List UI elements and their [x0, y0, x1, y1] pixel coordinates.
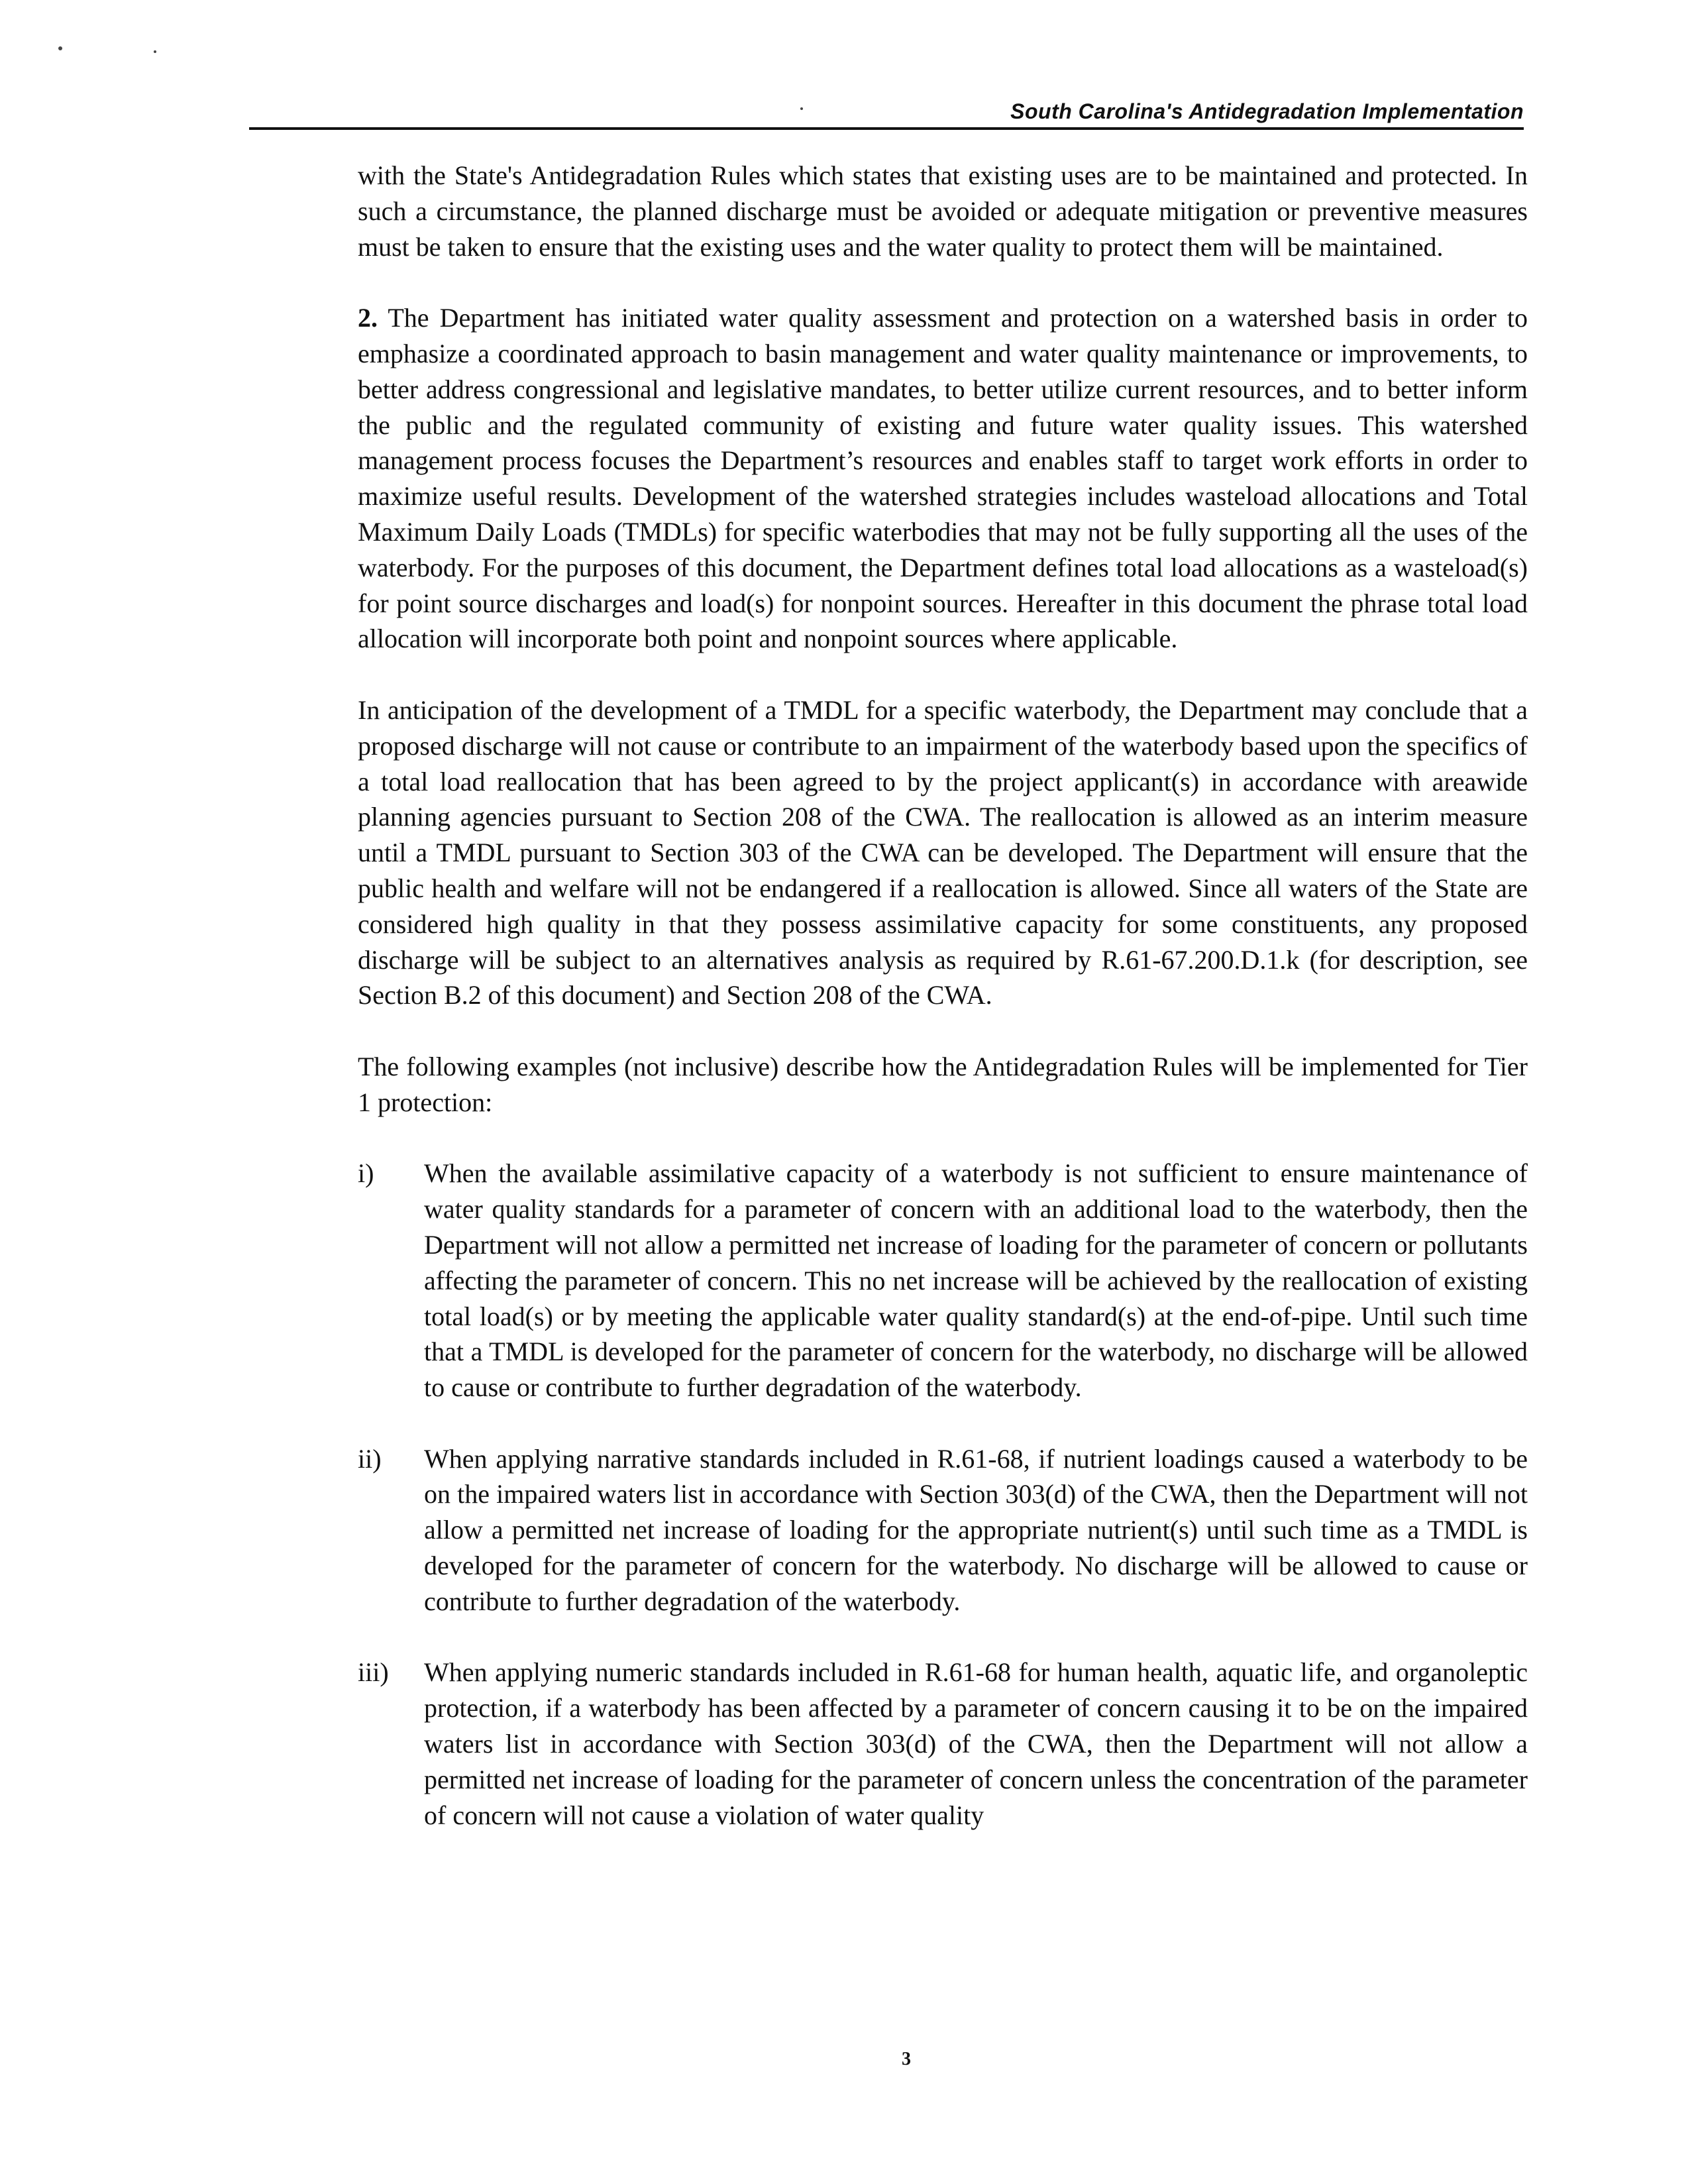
- list-marker: i): [358, 1158, 374, 1189]
- paragraph-1: with the State's Antidegradation Rules which states that existing uses are to be maintained and protected. In such a circumstance, the planned discharge must be avoided or adequate mitigation or preventive measures must be taken to ensure that the existing uses and the water quality to protect them will be maintained.: [358, 160, 1528, 262]
- list-marker: iii): [358, 1657, 389, 1688]
- scan-speck: [154, 50, 156, 53]
- list-item-text: When applying narrative standards included in R.61-68, if nutrient loadings caused a waterbody to be on the impaired waters list in accordance with Section 303(d) of the CWA, then the Department will not allow a permitted net increase of loading for the appropriate nutrient(s) until such time as a TMDL is developed for the parameter of concern for the waterbody. No discharge will be allowed to cause or contribute to further degradation of the waterbody.: [424, 1443, 1528, 1616]
- header-title: South Carolina's Antidegradation Implementation: [1010, 99, 1524, 123]
- list-marker: ii): [358, 1443, 382, 1474]
- list-item-text: When the available assimilative capacity of a waterbody is not sufficient to ensure maintenance of water quality standards for a parameter of concern with an additional load to the waterbody, then the Department will not allow a permitted net increase of loading for the parameter of concern or pollutants affecting the parameter of concern. This no net increase will be achieved by the reallocation of existing total load(s) or by meeting the applicable water quality standard(s) at the end-of-pipe. Until such time that a TMDL is developed for the parameter of concern for the waterbody, no discharge will be allowed to cause or contribute to further degradation of the waterbody.: [424, 1158, 1528, 1403]
- paragraph-2-number: 2.: [358, 303, 378, 333]
- header-rule: [249, 127, 1524, 130]
- document-body: [358, 158, 1528, 1869]
- paragraph-2-text: The Department has initiated water quality assessment and protection on a watershed basis in order to emphasize a coordinated approach to basin management and water quality maintenance or improvements, to better address congressional and legislative mandates, to better utilize current resources, and to better inform the public and the regulated community of existing and future water quality issues. This watershed management process focuses the Department’s resources and enables staff to target work efforts in order to maximize useful results. Development of the watershed strategies includes wasteload allocations and Total Maximum Daily Loads (TMDLs) for specific waterbodies that may not be fully supporting all the uses of the waterbody. For the purposes of this document, the Department defines total load allocations as a wasteload(s) for point source discharges and load(s) for nonpoint sources. Hereafter in this document the phrase total load allocation will incorporate both point and nonpoint sources where applicable.: [358, 303, 1528, 654]
- paragraph-2: [358, 300, 1528, 657]
- page-number: 3: [902, 2049, 911, 2069]
- list-item-text: When applying numeric standards included in R.61-68 for human health, aquatic life, and organoleptic protection, if a waterbody has been affected by a parameter of concern causing it to be on the impaired waters list in accordance with Section 303(d) of the CWA, then the Department will not allow a permitted net increase of loading for the parameter of concern unless the concentration of the parameter of concern will not cause a violation of water quality: [424, 1657, 1528, 1830]
- running-header: [249, 95, 1524, 130]
- paragraph-4: The following examples (not inclusive) describe how the Antidegradation Rules will be implemented for Tier 1 protection:: [358, 1051, 1528, 1117]
- list-item: [358, 1156, 1528, 1405]
- list-item: [358, 1441, 1528, 1619]
- list-item: [358, 1655, 1528, 1833]
- paragraph-3: In anticipation of the development of a TMDL for a specific waterbody, the Department may conclude that a proposed discharge will not cause or contribute to an impairment of the waterbody based upon the specifics of a total load reallocation that has been agreed to by the project applicant(s) in accordance with areawide planning agencies pursuant to Section 208 of the CWA. The reallocation is allowed as an interim measure until a TMDL pursuant to Section 303 of the CWA can be developed. The Department will ensure that the public health and welfare will not be endangered if a reallocation is allowed. Since all waters of the State are considered high quality in that they possess assimilative capacity for some constituents, any proposed discharge will be subject to an alternatives analysis as required by R.61-67.200.D.1.k (for description, see Section B.2 of this document) and Section 208 of the CWA.: [358, 694, 1528, 1010]
- scan-speck: [58, 46, 62, 50]
